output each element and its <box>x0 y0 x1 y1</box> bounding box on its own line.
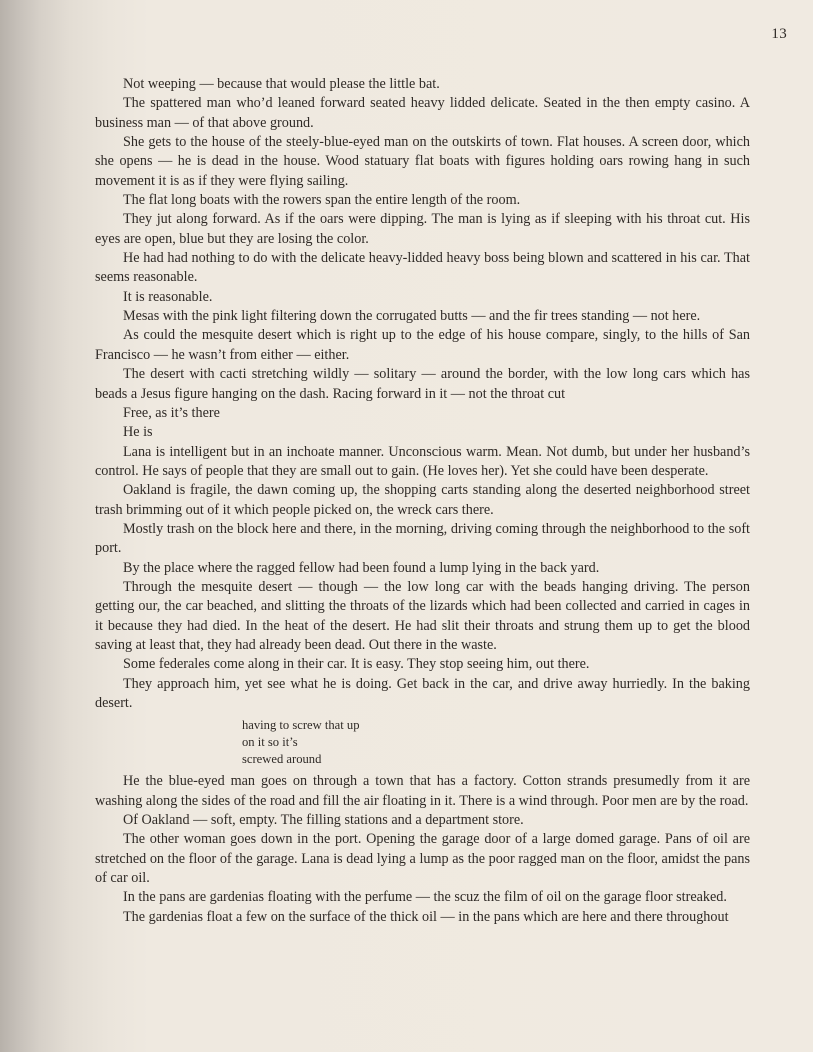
paragraph: The desert with cacti stretching wildly — solitary — around the border, with the low long cars which has beads a Jesus figure hanging on the dash. Racing forward in it — not the throat cut <box>95 366 750 402</box>
paragraph: Through the mesquite desert — though — the low long car with the beads hanging driving. The person getting our, the car beached, and slitting the throats of the lizards which had been collected and carried in cages in it because they had died. In the heat of the desert. He had slit their throats and strung them up to get the blood saving at least that, they had already been dead. Out there in the waste. <box>95 578 750 653</box>
paragraph: They approach him, yet see what he is doing. Get back in the car, and drive away hurriedly. In the baking desert. <box>95 675 750 711</box>
paragraph: The flat long boats with the rowers span the entire length of the room. <box>123 192 521 209</box>
paragraph: By the place where the ragged fellow had been found a lump lying in the back yard. <box>123 559 600 576</box>
paragraph: Some federales come along in their car. It is easy. They stop seeing him, out there. <box>123 656 590 673</box>
paragraph: He had had nothing to do with the delicate heavy-lidded heavy boss being blown and scattered in his car. That seems reasonable. <box>95 250 750 286</box>
paragraph: Not weeping — because that would please the little bat. <box>123 76 440 92</box>
page-number: 13 <box>771 26 787 42</box>
paragraph: She gets to the house of the steely-blue-eyed man on the outskirts of town. Flat houses. A screen door, which she opens — he is dead in the house. Wood statuary flat boats with figures holding oars rowing hang in such movement it is as if they were flying sailing. <box>95 134 750 189</box>
paragraph: The gardenias float a few on the surface of the thick oil — in the pans which are here and there throughout <box>123 908 729 925</box>
paragraph: Oakland is fragile, the dawn coming up, the shopping carts standing along the deserted neighborhood street trash brimming out of it which people picked on, the wreck cars there. <box>95 482 750 518</box>
verse-line: having to screw that up <box>242 718 360 733</box>
paragraph: They jut along forward. As if the oars were dipping. The man is lying as if sleeping with his throat cut. His eyes are open, blue but they are losing the color. <box>95 211 750 247</box>
paragraphs-after-verse <box>95 772 750 927</box>
paragraph: The other woman goes down in the port. Opening the garage door of a large domed garage. Pans of oil are stretched on the floor of the garage. Lana is dead lying a lump as the poor ragged man on the floor, amidst the pans of car oil. <box>95 831 750 887</box>
verse-line: on it so it’s <box>242 735 298 750</box>
paragraph: As could the mesquite desert which is right up to the edge of his house compare, singly, to the hills of San Francisco — he wasn’t from either — either. <box>95 327 750 363</box>
paragraph: Lana is intelligent but in an inchoate manner. Unconscious warm. Mean. Not dumb, but under her husband’s control. He says of people that they are small out to gain. (He loves her). Yet she could have been desperate. <box>95 443 750 479</box>
paragraph: He is <box>123 424 153 441</box>
paragraph: Mesas with the pink light filtering down the corrugated butts — and the fir trees standing — not here. <box>123 308 701 325</box>
paragraph: Mostly trash on the block here and there, in the morning, driving coming through the neighborhood to the soft port. <box>95 520 750 557</box>
paragraphs-before-verse <box>95 75 750 713</box>
paragraph: Free, as it’s there <box>123 404 220 421</box>
body-text <box>95 75 750 927</box>
paragraph: He the blue-eyed man goes on through a town that has a factory. Cotton strands presumedly from it are washing along the sides of the road and fill the air floating in it. There is a wind through. Poor men are by the road. <box>95 773 750 809</box>
verse-line: screwed around <box>242 752 322 767</box>
paragraph: In the pans are gardenias floating with the perfume — the scuz the film of oil on the garage floor streaked. <box>123 889 727 906</box>
paragraph: Of Oakland — soft, empty. The filling stations and a department store. <box>123 812 524 829</box>
verse-stanza <box>242 717 750 768</box>
paragraph: It is reasonable. <box>123 288 213 305</box>
paragraph: The spattered man who’d leaned forward seated heavy lidded delicate. Seated in the then empty casino. A business man — of that above ground. <box>95 95 750 131</box>
